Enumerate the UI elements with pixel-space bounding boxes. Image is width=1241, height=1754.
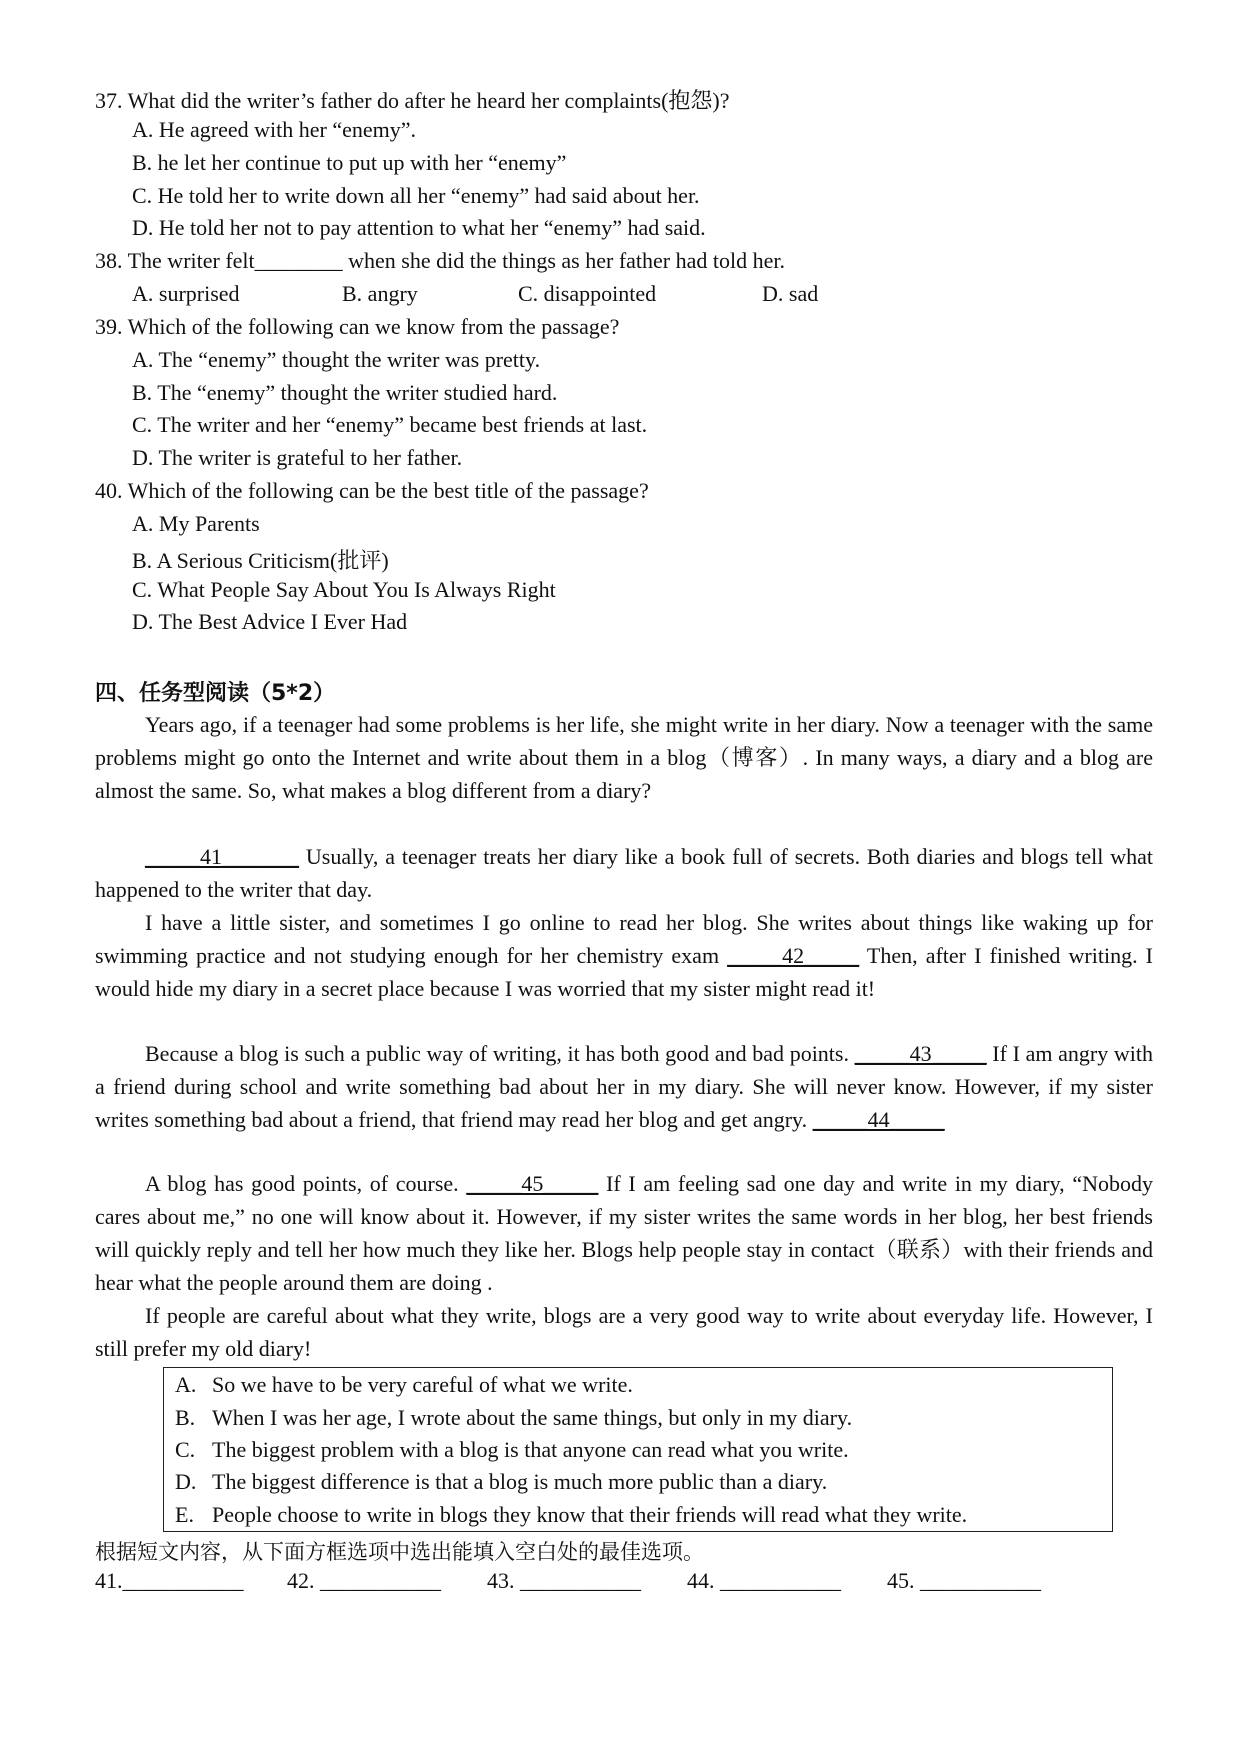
instruction-text: 根据短文内容，从下面方框选项中选出能填入空白处的最佳选项。 bbox=[95, 1540, 704, 1564]
choice-e bbox=[175, 1502, 967, 1528]
choice-a-text: So we have to be very careful of what we write. bbox=[212, 1372, 633, 1397]
choice-b-letter: B. bbox=[175, 1405, 196, 1430]
question-39-option-c: C. The writer and her “enemy” became best friends at last. bbox=[132, 412, 648, 437]
answer-blank-45: 45. ___________ bbox=[887, 1568, 1041, 1593]
question-37-option-d: D. He told her not to pay attention to what her “enemy” had said. bbox=[132, 215, 706, 240]
choice-b bbox=[175, 1405, 852, 1431]
paragraph-2-text: Usually, a teenager treats her diary like a book full of secrets. Both diaries and blogs tell what happened to the writer that day. bbox=[95, 844, 1153, 902]
passage-paragraph-5 bbox=[95, 1167, 1153, 1299]
paragraph-5-text-a: A blog has good points, of course. bbox=[145, 1171, 467, 1196]
answer-blank-42: 42. ___________ bbox=[287, 1568, 441, 1593]
passage-paragraph-3 bbox=[95, 906, 1153, 1005]
question-37-option-c: C. He told her to write down all her “enemy” had said about her. bbox=[132, 183, 700, 208]
choice-d-letter: D. bbox=[175, 1469, 197, 1494]
question-38-option-d: D. sad bbox=[762, 281, 819, 306]
choice-b-text: When I was her age, I wrote about the same things, but only in my diary. bbox=[212, 1405, 853, 1430]
blank-45: _____45_____ bbox=[466, 1171, 599, 1196]
question-39-option-d: D. The writer is grateful to her father. bbox=[132, 445, 463, 470]
choice-c bbox=[175, 1437, 849, 1463]
blank-44: _____44_____ bbox=[812, 1107, 945, 1132]
section-title: 四、任务型阅读（5*2） bbox=[95, 681, 336, 706]
question-38-option-a: A. surprised bbox=[132, 281, 240, 306]
question-40-option-d: D. The Best Advice I Ever Had bbox=[132, 609, 408, 634]
question-38-option-c: C. disappointed bbox=[518, 281, 657, 306]
choice-c-text: The biggest problem with a blog is that anyone can read what you write. bbox=[212, 1437, 849, 1462]
blank-42: _____42_____ bbox=[727, 943, 860, 968]
answer-blank-41: 41.___________ bbox=[95, 1568, 244, 1593]
choice-e-text: People choose to write in blogs they know that their friends will read what they write. bbox=[212, 1502, 968, 1527]
paragraph-4-text-a: Because a blog is such a public way of writing, it has both good and bad points. bbox=[145, 1041, 855, 1066]
paragraph-4-text-b: If I am angry with a friend during school and write something bad about her in my diary. She will never know. However, if my sister writes something bad about a friend, that friend may read her blog and get angry. bbox=[95, 1041, 1153, 1132]
question-39-option-a: A. The “enemy” thought the writer was pretty. bbox=[132, 347, 541, 372]
question-37-stem: 37. What did the writer’s father do after he heard her complaints(抱怨)? bbox=[95, 88, 730, 113]
question-40-option-a: A. My Parents bbox=[132, 511, 260, 536]
question-39-stem: 39. Which of the following can we know from the passage? bbox=[95, 314, 620, 339]
question-40-option-c: C. What People Say About You Is Always Right bbox=[132, 577, 556, 602]
choice-e-letter: E. bbox=[175, 1502, 194, 1527]
question-39-option-b: B. The “enemy” thought the writer studied hard. bbox=[132, 380, 558, 405]
answer-blank-44: 44. ___________ bbox=[687, 1568, 841, 1593]
question-37-option-a: A. He agreed with her “enemy”. bbox=[132, 117, 417, 142]
paragraph-3-text-b: Then, after I finished writing. I would hide my diary in a secret place because I was worried that my sister might read it! bbox=[95, 943, 1154, 1001]
question-38-stem: 38. The writer felt________ when she did the things as her father had told her. bbox=[95, 248, 785, 273]
answer-blank-43: 43. ___________ bbox=[487, 1568, 641, 1593]
blank-41: _____41_______ bbox=[145, 844, 299, 869]
choice-c-letter: C. bbox=[175, 1437, 196, 1462]
question-38-option-b: B. angry bbox=[342, 281, 418, 306]
choice-d-text: The biggest difference is that a blog is much more public than a diary. bbox=[212, 1469, 828, 1494]
paragraph-5-text-b: If I am feeling sad one day and write in my diary, “Nobody cares about me,” no one will know about it. However, if my sister writes the same words in her blog, her best friends will quickly reply and tell her how much they like her. Blogs help people stay in contact（联系）with their friends and hear what the people around them are doing . bbox=[95, 1171, 1153, 1295]
question-37-option-b: B. he let her continue to put up with her “enemy” bbox=[132, 150, 567, 175]
passage-paragraph-6: If people are careful about what they write, blogs are a very good way to write about everyday life. However, I still prefer my old diary! bbox=[95, 1303, 1153, 1361]
paragraph-3-text-a: I have a little sister, and sometimes I go online to read her blog. She writes about things like waking up for swimming practice and not studying enough for her chemistry exam bbox=[95, 910, 1153, 968]
question-40-option-b: B. A Serious Criticism(批评) bbox=[132, 548, 389, 573]
passage-paragraph-2 bbox=[95, 840, 1153, 906]
choice-a-letter: A. bbox=[175, 1372, 197, 1397]
passage-paragraph-4 bbox=[95, 1037, 1153, 1136]
question-40-stem: 40. Which of the following can be the best title of the passage? bbox=[95, 478, 649, 503]
choice-a bbox=[175, 1372, 633, 1398]
choices-box bbox=[163, 1367, 1113, 1532]
passage-paragraph-1: Years ago, if a teenager had some problems is her life, she might write in her diary. Now a teenager with the same problems might go onto the Internet and write about them in a blog（博客）. In many ways, a diary and a blog are almost the same. So, what makes a blog different from a diary? bbox=[95, 712, 1153, 803]
choice-d bbox=[175, 1469, 827, 1495]
blank-43: _____43_____ bbox=[854, 1041, 987, 1066]
